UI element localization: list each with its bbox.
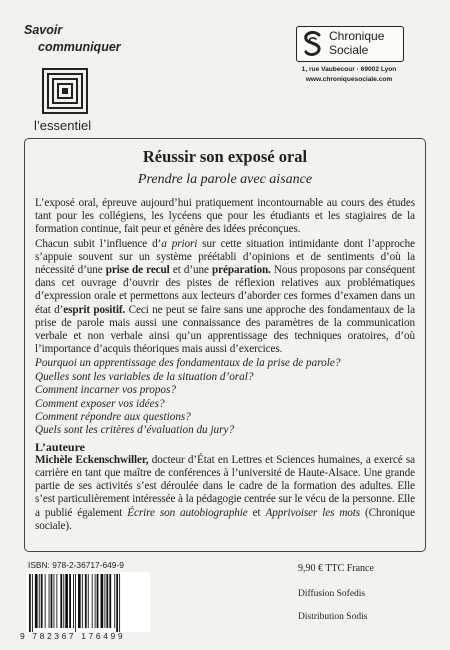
isbn-label: ISBN: 978-2-36717-649-9 <box>28 560 124 570</box>
bold-run: prise de recul <box>105 264 170 277</box>
series-name: l’essentiel <box>34 118 92 133</box>
barcode-bar <box>85 574 87 628</box>
barcode-bar <box>56 574 57 628</box>
barcode-bar <box>29 574 31 632</box>
bold-run: esprit positif. <box>63 303 126 316</box>
text-run: (Chronique sociale). <box>35 506 416 532</box>
barcode-bar <box>49 574 50 628</box>
text-run: Nous proposons par conséquent dans cet ouvrage d’ouvrir des pistes de réflexion relatives aux problématiques d’expression orale et permettons aux lecteurs d’aborder ces formes d’examen dans un état d’ <box>35 264 415 316</box>
author-heading: L’auteure <box>35 439 86 454</box>
barcode-bar <box>97 574 99 628</box>
barcode-bar <box>41 574 43 628</box>
italic-run: Apprivoiser les mots <box>265 506 361 519</box>
barcode-bar <box>35 574 38 628</box>
text-run: et <box>247 506 266 519</box>
barcode-bar <box>63 574 64 628</box>
text-run: Ceci ne peut se faire sans une approche des fondamentaux de la prise de parole mais aussi une connaissance des paramètres de la communication verbale et non verbale ainsi qu’un apprentissage des techniques oratoires, d’où l’importance d’acquis théoriques mais aussi d’exercices. <box>35 303 415 356</box>
barcode-bar <box>116 574 118 632</box>
question-item: Quelles sont les variables de la situation d’oral? <box>35 370 254 383</box>
question-item: Comment répondre aux questions? <box>35 411 191 424</box>
back-cover-text-frame <box>24 138 426 552</box>
author-bio <box>35 454 415 533</box>
barcode-bar <box>95 574 96 628</box>
series-line-2: communiquer <box>38 40 121 54</box>
publisher-address <box>296 65 402 84</box>
bold-run: préparation. <box>211 264 271 277</box>
question-item: Pourquoi un apprentissage des fondamentaux de la prise de parole? <box>35 357 341 370</box>
publisher-website: www.chroniquesociale.com <box>305 75 393 83</box>
barcode-bar <box>78 574 81 628</box>
barcode-bar <box>82 574 83 628</box>
publisher-street: 1, rue Vaubecour · 69002 Lyon <box>301 66 397 73</box>
barcode-bar <box>65 574 68 628</box>
publisher-name-line-2: Sociale <box>329 42 369 57</box>
barcode-bar <box>51 574 53 628</box>
author-name: Michèle Eckenschwiller, <box>35 453 149 466</box>
text-run: docteur d’État en Lettres et Sciences humaines, a exercé sa carrière en tant que maître de conférences à l’université de Haute-Alsace. Une grande partie de ses activités s’est déroulée dans le cadre de la formation des adultes. Elle s’est particulièrement intéressée à la pédagogie centrée sur le vécu de la personne. Elle a publié également <box>35 453 416 519</box>
question-item: Comment incarner vos propos? <box>35 384 176 397</box>
barcode-bar <box>54 574 55 628</box>
publisher-mark-icon <box>302 31 324 57</box>
barcode-bar <box>114 574 115 628</box>
question-item: Quels sont les critères d’évaluation du jury? <box>35 424 235 437</box>
paragraph-approach <box>35 238 415 357</box>
publisher-name-line-1: Chronique <box>329 29 385 43</box>
barcode-bar <box>101 574 104 628</box>
question-item: Comment exposer vos idées? <box>35 397 165 410</box>
price-label: 9,90 € TTC France <box>298 563 374 574</box>
series-title <box>24 22 144 56</box>
barcode-bar <box>45 574 46 628</box>
text-run: et d’une <box>169 264 212 277</box>
barcode-bar <box>106 574 108 628</box>
publisher-name <box>329 30 401 57</box>
text-run: Chacun subit l’influence d’ <box>35 237 162 250</box>
question-list <box>35 357 415 437</box>
barcode-bar <box>73 574 74 628</box>
series-line-1: Savoir <box>24 23 63 37</box>
barcode-digits: 9 782367 176499 <box>20 631 126 641</box>
barcode-bar <box>39 574 40 628</box>
italic-run: a priori <box>161 237 198 250</box>
barcode-image <box>26 572 150 632</box>
barcode-bar <box>88 574 89 628</box>
text-run: sur cette situation intimidante dont l’approche s’appuie souvent sur un système préétabli d’opinions et de sentiments d’où la nécessité d’une <box>35 237 416 277</box>
series-logo-icon <box>42 68 88 114</box>
barcode-bar <box>75 574 76 632</box>
barcode-bar <box>92 574 93 628</box>
publisher-logo <box>296 26 404 62</box>
italic-run: Écrire son autobiographie <box>127 506 248 519</box>
barcode-bar <box>104 574 105 628</box>
book-subtitle: Prendre la parole avec aisance <box>137 172 313 187</box>
barcode-bar <box>32 574 33 632</box>
barcode-bar <box>109 574 111 628</box>
diffusion-label: Diffusion Sofedis <box>298 589 366 599</box>
barcode-bar <box>60 574 62 628</box>
barcode-bar <box>119 574 120 632</box>
paragraph-intro: L’exposé oral, épreuve aujourd’hui pratiquement incontournable au cours des études tant pour les collégiens, les lycéens que pour les étudiants et les stagiaires de la formation continue, fait peur et génère des idées préconçues. <box>35 197 415 236</box>
distribution-label: Distribution Sodis <box>298 612 368 622</box>
book-title: Réussir son exposé oral <box>142 147 308 166</box>
barcode-bar <box>69 574 71 628</box>
